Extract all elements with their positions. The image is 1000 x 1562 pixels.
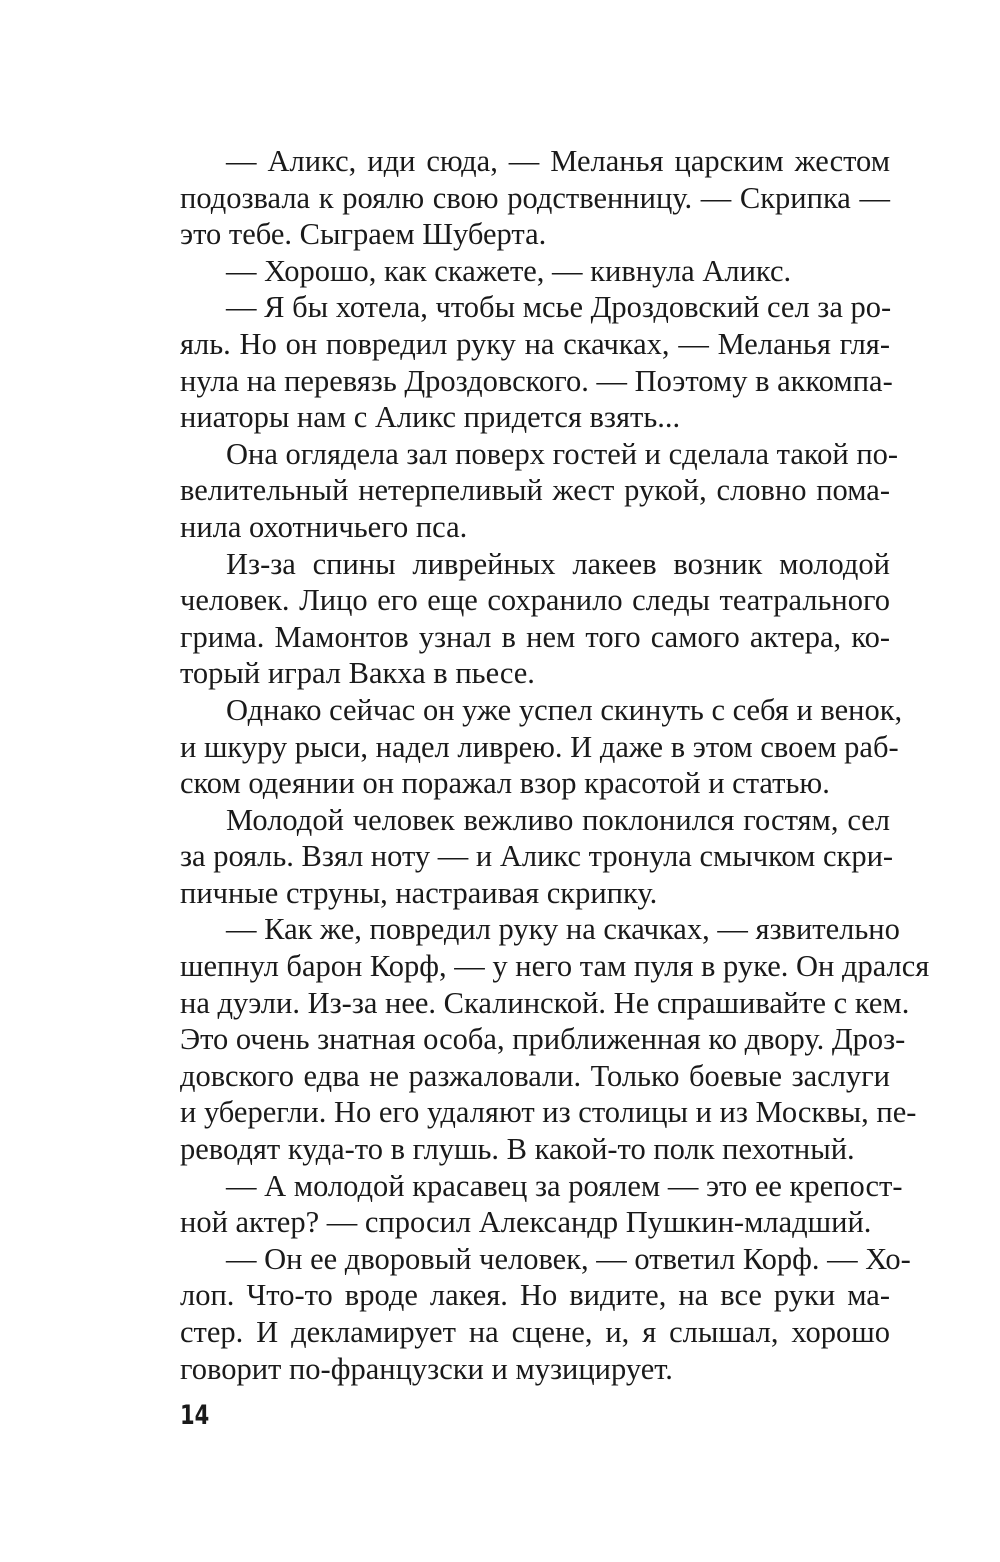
text-line: яль. Но он повредил руку на скачках, — Меланья гля- [180,326,890,361]
text-line: Она оглядела зал поверх гостей и сделала такой по- [226,436,899,471]
text-line: — Я бы хотела, чтобы мсье Дроздовский сел за ро- [226,290,892,325]
text-line: на дуэли. Из-за нее. Скалинской. Не спрашивайте с кем. [180,985,910,1020]
paragraph [180,692,903,802]
paragraph [180,1241,911,1387]
text-line: нила охотничьего пса. [180,509,468,544]
paragraph [180,1168,903,1241]
text-line: шепнул барон Корф, — у него там пуля в руке. Он дрался [180,949,930,984]
text-line: нула на перевязь Дроздовского. — Поэтому в аккомпа- [180,363,893,398]
text-line: — Аликс, иди сюда, — Меланья царским жестом [226,144,890,178]
text-line: Однако сейчас он уже успел скинуть с себя и венок, [226,692,903,727]
text-line: пичные струны, настраивая скрипку. [180,875,658,910]
text-line: ском одеянии он поражал взор красотой и статью. [180,766,830,801]
paragraph [180,546,890,692]
text-line: и уберегли. Но его удаляют из столицы и из Москвы, пе- [180,1095,917,1130]
paragraph [180,436,899,546]
paragraph [180,253,890,290]
text-line: Это очень знатная особа, приближенная ко двору. Дроз- [180,1022,906,1057]
page-number: 14 [180,1400,210,1431]
text-line: и шкуру рыси, надел ливрею. И даже в этом своем раб- [180,729,899,764]
text-line: ной актер? — спросил Александр Пушкин-младший. [180,1205,872,1240]
text-line: — Как же, повредил руку на скачках, — язвительно [226,912,900,947]
text-line: реводят куда-то в глушь. В какой-то полк пехотный. [180,1132,855,1167]
text-line: Из-за спины ливрейных лакеев возник молодой [226,546,890,581]
text-line: — Он ее дворовый человек, — ответил Корф. — Хо- [226,1241,911,1276]
text-line: лоп. Что-то вроде лакея. Но видите, на все руки ма- [180,1278,890,1313]
body-text [180,143,930,1387]
paragraph [180,289,893,435]
text-line: — Хорошо, как скажете, — кивнула Аликс. [226,253,792,288]
text-line: за рояль. Взял ноту — и Аликс тронула смычком скри- [180,839,894,874]
text-line: грима. Мамонтов узнал в нем того самого актера, ко- [180,619,890,654]
text-line: подозвала к роялю свою родственницу. — Скрипка — [180,180,890,215]
text-line: это тебе. Сыграем Шуберта. [180,217,547,252]
paragraph [180,143,890,253]
text-line: велительный нетерпеливый жест рукой, словно пома- [180,473,890,508]
text-line: Молодой человек вежливо поклонился гостям, сел [226,802,890,837]
text-line: торый играл Вакха в пьесе. [180,656,535,691]
text-line: человек. Лицо его еще сохранило следы театрального [180,583,890,618]
text-line: стер. И декламирует на сцене, и, я слышал, хорошо [180,1315,890,1349]
paragraph [180,911,930,1167]
text-line: — А молодой красавец за роялем — это ее крепост- [226,1168,903,1203]
text-line: довского едва не разжаловали. Только боевые заслуги [180,1058,890,1093]
text-line: ниаторы нам с Аликс придется взять... [180,400,681,435]
text-line: говорит по-французски и музицирует. [180,1351,673,1386]
paragraph [180,802,894,912]
